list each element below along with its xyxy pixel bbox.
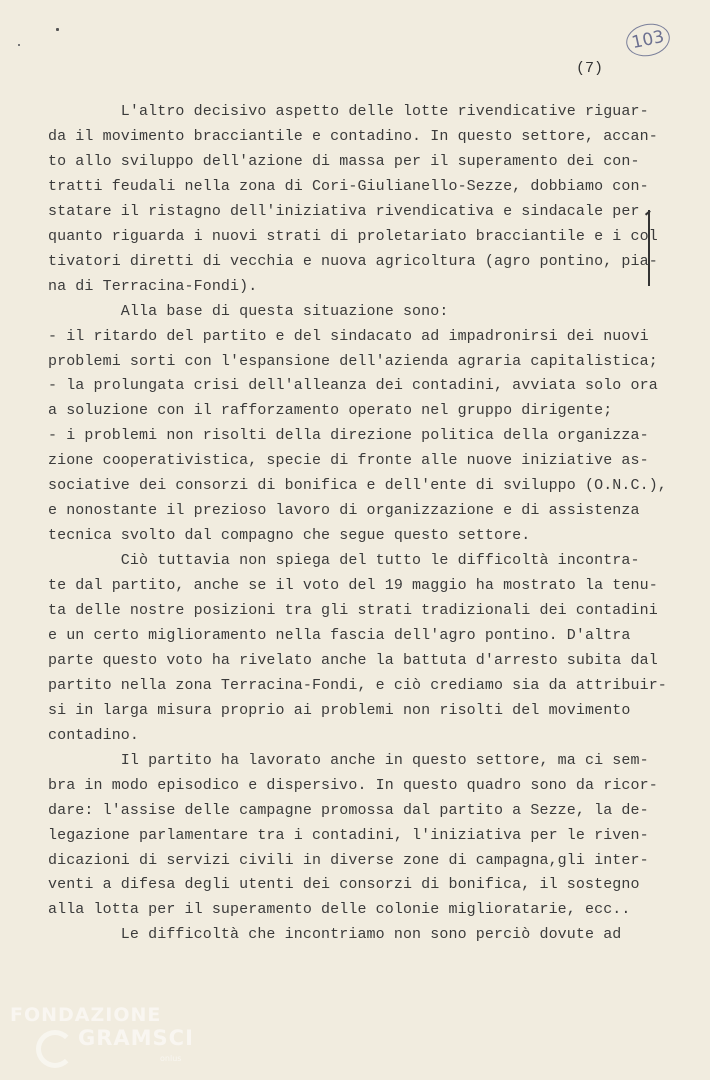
text-line: partito nella zona Terracina-Fondi, e ciò crediamo sia da attribuir- — [48, 676, 667, 694]
ink-speck — [18, 44, 20, 46]
text-line: alla lotta per il superamento delle colonie miglioratarie, ecc.. — [48, 901, 631, 919]
watermark-g-icon — [36, 1030, 74, 1068]
text-line: na di Terracina-Fondi). — [48, 277, 258, 295]
watermark-line1: FONDAZIONE — [10, 1004, 162, 1026]
text-line: tivatori diretti di vecchia e nuova agricoltura (agro pontino, pia- — [48, 252, 658, 270]
text-line: zione cooperativistica, specie di fronte alle nuove iniziative as- — [48, 452, 649, 470]
text-line: venti a difesa degli utenti dei consorzi di bonifica, il sostegno — [48, 876, 640, 894]
text-line: tecnica svolto dal compagno che segue questo settore. — [48, 527, 531, 545]
text-line: - il ritardo del partito e del sindacato ad impadronirsi dei nuovi — [48, 327, 649, 345]
text-line: parte questo voto ha rivelato anche la battuta d'arresto subita dal — [48, 651, 658, 669]
text-line: Il partito ha lavorato anche in questo settore, ma ci sem- — [48, 751, 649, 769]
text-line: ta delle nostre posizioni tra gli strati tradizionali dei contadini — [48, 602, 658, 619]
text-line: a soluzione con il rafforzamento operato nel gruppo dirigente; — [48, 402, 613, 420]
watermark-line2: GRAMSCI — [78, 1026, 194, 1050]
text-line: problemi sorti con l'espansione dell'azienda agraria capitalistica; — [48, 352, 658, 370]
text-line: tratti feudali nella zona di Cori-Giulianello-Sezze, dobbiamo con- — [48, 177, 649, 195]
text-line: Alla base di questa situazione sono: — [48, 302, 449, 320]
page-number: (7) — [576, 60, 604, 77]
text-line: L'altro decisivo aspetto delle lotte rivendicative riguar- — [48, 103, 649, 120]
text-line: contadino. — [48, 726, 140, 744]
watermark-line3: onlus — [160, 1054, 182, 1063]
text-line: legazione parlamentare tra i contadini, l'iniziativa per le riven- — [48, 826, 649, 844]
text-line: si in larga misura proprio ai problemi non risolti del movimento — [48, 701, 631, 719]
ink-speck — [56, 28, 59, 31]
text-line: te dal partito, anche se il voto del 19 maggio ha mostrato la tenu- — [48, 577, 658, 595]
text-line: - la prolungata crisi dell'alleanza dei contadini, avviata solo ora — [48, 377, 658, 395]
text-line: dicazioni di servizi civili in diverse zone di campagna,gli inter- — [48, 851, 649, 869]
text-line: quanto riguarda i nuovi strati di proletariato bracciantile e i col — [48, 227, 658, 245]
watermark-logo — [10, 1004, 194, 1063]
text-line: e nonostante il prezioso lavoro di organizzazione e di assistenza — [48, 502, 640, 520]
text-line: statare il ristagno dell'iniziativa rivendicativa e sindacale per — [48, 202, 640, 220]
margin-annotation-mark — [648, 210, 650, 286]
text-line: Ciò tuttavia non spiega del tutto le difficoltà incontra- — [48, 552, 640, 570]
text-line: - i problemi non risolti della direzione politica della organizza- — [48, 427, 649, 445]
text-line: da il movimento bracciantile e contadino. In questo settore, accan- — [48, 127, 658, 145]
text-line: Le difficoltà che incontriamo non sono perciò dovute ad — [48, 926, 622, 944]
text-line: bra in modo episodico e dispersivo. In questo quadro sono da ricor- — [48, 776, 658, 794]
text-line: to allo sviluppo dell'azione di massa per il superamento dei con- — [48, 152, 640, 170]
text-line: sociative dei consorzi di bonifica e dell'ente di sviluppo (O.N.C.), — [48, 477, 667, 495]
archive-page-number: 103 — [623, 20, 673, 60]
text-line: e un certo miglioramento nella fascia dell'agro pontino. D'altra — [48, 626, 631, 644]
text-line: dare: l'assise delle campagne promossa dal partito a Sezze, la de- — [48, 801, 649, 819]
